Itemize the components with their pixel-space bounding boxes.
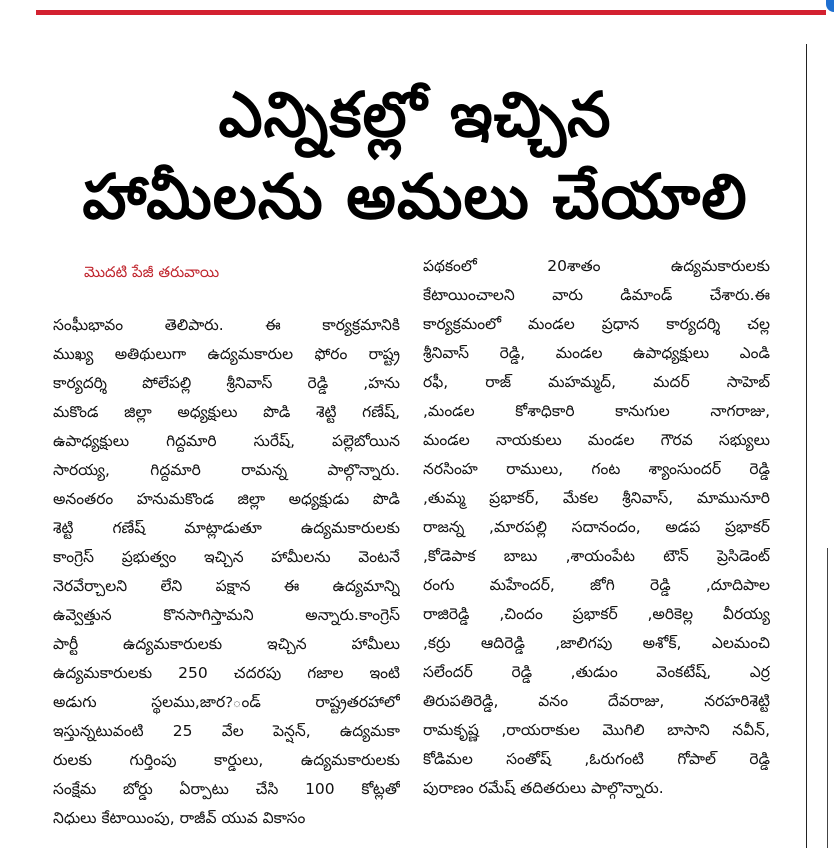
article-line: అనంతరం హనుమకొండ జిల్లా అధ్యక్షుడు పొడి [53,490,400,508]
article-line: సంక్షేమ బోర్డు ఏర్పాటు చేసి 100 కోట్లతో [53,780,400,798]
article-line: రాజన్న ,మారపల్లి సదానందం, అడప ప్రభాకర్ [423,518,770,536]
column-divider-right [806,44,807,848]
headline [30,74,800,238]
article-line: రామకృష్ణ ,రాయరాకుల మొగిలి బాసాని నవీన్, [423,721,770,739]
article-line: ,కర్రు ఆదిరెడ్డి ,జాలిగపు అశోక్, ఎలమంచి [423,634,770,652]
article-line: సారయ్య, గిద్దమారి రామన్న పాల్గొన్నారు. [53,461,400,479]
continuation-label: మొదటి పేజీ తరువాయి [84,263,220,281]
headline-line-2: హామీలను అమలు చేయాలి [82,160,748,233]
article-line: మండల నాయకులు మండల గౌరవ సభ్యులు [423,431,770,449]
article-line: మకొండ జిల్లా అధ్యక్షులు పొడి శెట్టి గణేష్, [53,403,400,421]
article-line: కేటాయించాలని వారు డిమాండ్ చేశారు.ఈ [423,286,770,304]
article-line: ,తుమ్మ ప్రభాకర్, మేకల శ్రీనివాస్, మామునూరి [423,489,770,507]
article-line: రఫీ, రాజ్ మహమ్మద్, మదర్ సాహెబ్ [423,373,770,391]
article-line: నెరవేర్చాలని లేని పక్షాన ఈ ఉద్యమాన్ని [53,577,400,595]
article-line: ,మండల కోశాధికారి కానుగుల నాగరాజు, [423,402,770,420]
article-line: నిధులు కేటాయింపు, రాజీవ్ యువ వికాసం [53,809,306,827]
article-line: అడుగు స్థలము,జార?ండ్ రాష్ట్రతరహాలో [53,693,400,711]
article-line: శ్రీనివాస్ రెడ్డి, మండల ఉపాధ్యక్షులు ఎండి [423,344,770,362]
article-line: కార్యదర్శి పోలేపల్లి శ్రీనివాస్ రెడ్డి ,హను [53,374,400,392]
article-line: కోడిమల సంతోష్ ,ఓరుగంటి గోపాల్ రెడ్డి [423,750,770,768]
article-column-1 [53,311,400,833]
article-line: రులకు గుర్తింపు కార్డులు, ఉద్యమకారులకు [53,751,400,769]
article-line: తిరుపతిరెడ్డి, వనం దేవరాజు, నరహరిశెట్టి [423,692,770,710]
article-line: రంగు మహేందర్, జోగి రెడ్డి ,దూదిపాల [423,576,770,594]
article-line: ,కోడెపాక బాబు ,శాయంపేట టౌన్ ప్రెసిడెంట్ [423,547,770,565]
corner-mark [826,0,834,12]
article-line: ఉద్యమకారులకు 250 చదరపు గజాల ఇంటి [53,664,400,682]
headline-line-1: ఎన్నికల్లో ఇచ్చిన [218,78,612,151]
article-line: నరసింహ రాములు, గంట శ్యాంసుందర్ రెడ్డి [423,460,770,478]
article-line: కార్యక్రమంలో మండల ప్రధాన కార్యదర్శి చల్ల [423,315,770,333]
column-divider-far-right [827,548,828,848]
top-red-rule [36,10,826,15]
article-line: పార్టీ ఉద్యమకారులకు ఇచ్చిన హామీలు [53,635,400,653]
article-line: ఇస్తున్నటువంటి 25 వేల పెన్షన్, ఉద్యమకా [53,722,400,740]
article-line: సంఘీభావం తెలిపారు. ఈ కార్యక్రమానికి [53,316,400,334]
article-line: కాంగ్రెస్ ప్రభుత్వం ఇచ్చిన హామీలను వెంటనే [53,548,400,566]
article-line: ఉపాధ్యక్షులు గిద్దమారి సురేష్, పల్లెబోయిన [53,432,400,450]
article-line: పురాణం రమేష్ తదితరులు పాల్గొన్నారు. [423,779,664,797]
article-column-2 [423,252,770,803]
article-line: రాజిరెడ్డి ,చిందం ప్రభాకర్ ,అరికెల్ల వీరయ్య [423,605,770,623]
article-line: శెట్టి గణేష్ మాట్లాడుతూ ఉద్యమకారులకు [53,519,400,537]
article-line: సలేందర్ రెడ్డి ,తుడుం వెంకటేష్, ఎర్ర [423,663,770,681]
article-line: ఉవ్వెత్తున కొనసాగిస్తామని అన్నారు.కాంగ్రెస్ [53,606,400,624]
article-line: పథకంలో 20శాతం ఉద్యమకారులకు [423,257,770,275]
article-line: ముఖ్య అతిథులుగా ఉద్యమకారుల ఫోరం రాష్ట్ర [53,345,400,363]
